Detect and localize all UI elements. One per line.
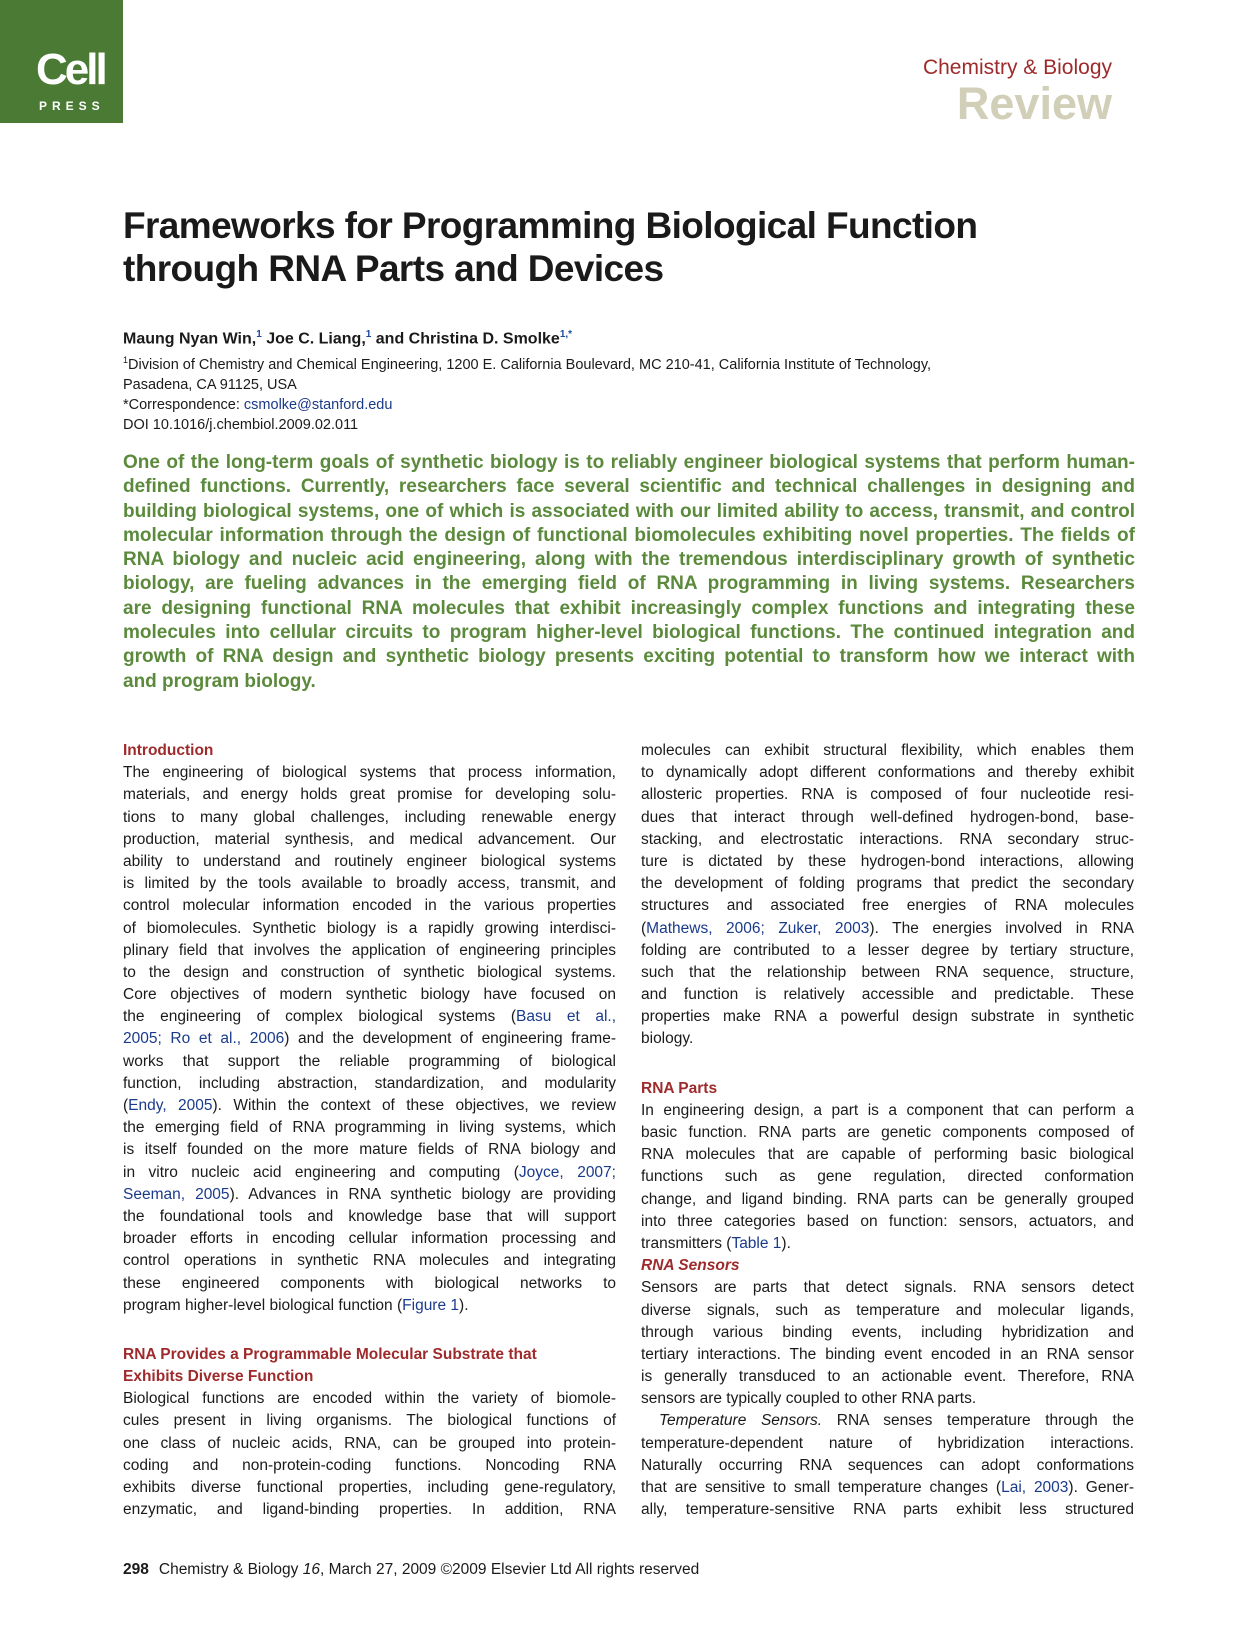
body-line: production, material synthesis, and medical advancement. Our [123,830,616,848]
citation-link[interactable]: Lai, 2003 [1001,1479,1069,1496]
subsection-heading-rna-sensors: RNA Sensors [641,1257,740,1275]
body-line: molecules can exhibit structural flexibility, which enables them [641,742,1134,759]
body-line: works that support the reliable programming of biological [123,1052,616,1070]
journal-header [923,56,1112,128]
body-line [641,918,1134,940]
body-text: ). Within the context of these objectives, we review [212,1097,617,1114]
correspondence-email-link[interactable]: csmolke@stanford.edu [243,397,393,414]
body-line: In engineering design, a part is a component that can perform a [641,1101,1134,1119]
body-line: coding and non-protein-coding functions. Noncoding RNA [123,1456,616,1474]
body-line [123,1295,616,1317]
body-line [123,1162,616,1184]
citation-link[interactable]: 2005; Ro et al., 2006 [123,1030,285,1048]
abstract-line: are designing functional RNA molecules that exhibit increasingly complex functions and integrating these [123,597,1135,619]
right-column [641,740,1134,1521]
abstract-line: One of the long-term goals of synthetic biology is to reliably engineer biological systems that perform human- [123,452,1135,473]
body-text: ). The energies involved in RNA [869,919,1135,937]
body-line: ally, temperature-sensitive RNA parts exhibit less structured [641,1501,1134,1519]
correspondence-label: *Correspondence: [123,397,244,414]
section-gap [123,1317,616,1344]
body-line: ture is dictated by these hydrogen-bond interactions, allowing [641,852,1134,870]
body-line: basic function. RNA parts are genetic components composed of [641,1124,1134,1141]
doi: DOI 10.1016/j.chembiol.2009.02.011 [123,417,359,434]
body-line: materials, and energy holds great promise for developing solu- [123,786,616,804]
title-line: through RNA Parts and Devices [123,248,664,289]
body-line: The engineering of biological systems that process information, [123,764,616,782]
logo-main-text: Cell [36,45,105,94]
abstract-line: building biological systems, one of which is associated with our limited ability to access, transmit, and control [123,500,1135,522]
body-text: ) and the development of engineering frame- [284,1030,616,1048]
section-heading-introduction: Introduction [123,742,214,759]
body-text: ). [459,1296,469,1314]
abstract-line: molecular information through the design of functional biomolecules exhibiting novel properties. The fields of [123,524,1135,546]
body-line: enzymatic, and ligand-binding properties. In addition, RNA [123,1501,616,1519]
body-text: ). Advances in RNA synthetic biology are providing [229,1185,616,1203]
left-column [123,740,616,1521]
body-line: to dynamically adopt different conformations and thereby exhibit [641,764,1134,782]
page-number: 298 [123,1561,149,1578]
body-line: allosteric properties. RNA is composed of four nucleotide resi- [641,786,1134,804]
body-line: into three categories based on function: sensors, actuators, and [641,1212,1134,1230]
body-line [123,1028,616,1050]
body-line: through various binding events, including hybridization and [641,1323,1134,1341]
body-line: function, including abstraction, standardization, and modularity [123,1074,616,1092]
abstract [123,451,1135,694]
body-text: ). Gener- [1068,1479,1134,1496]
body-line: RNA molecules that are capable of performing basic biological [641,1146,1134,1164]
body-line: broader efforts in encoding cellular information processing and [123,1230,616,1248]
correspondence [123,395,1143,415]
body-line: biology. [641,1030,694,1048]
abstract-line: defined functions. Currently, researchers face several scientific and technical challenges in designing and [123,476,1135,498]
body-line: one class of nucleic acids, RNA, can be grouped into protein- [123,1434,616,1452]
body-line: cules present in living organisms. The biological functions of [123,1412,616,1430]
figure-link[interactable]: Figure 1 [402,1296,460,1314]
author-affiliation-mark: 1 [365,329,372,340]
body-line: is generally transduced to an actionable event. Therefore, RNA [641,1368,1134,1386]
body-line: change, and ligand binding. RNA parts can be generally grouped [641,1190,1134,1208]
abstract-line: biology, are fueling advances in the emerging field of RNA programming in living systems. Researchers [123,573,1135,595]
body-line [641,1233,1134,1255]
table-link[interactable]: Table 1 [731,1234,782,1252]
section-heading-rna-substrate: RNA Provides a Programmable Molecular Substrate that [123,1345,537,1363]
body-line [123,1006,616,1028]
body-line: Core objectives of modern synthetic biology have focused on [123,986,616,1004]
citation-link[interactable]: Endy, 2005 [128,1097,213,1114]
author-name: and Christina D. Smolke [371,330,560,348]
body-line: and function is relatively accessible and predictable. These [641,986,1134,1004]
body-text: the engineering of complex biological systems ( [123,1008,517,1026]
body-line: is itself founded on the more mature fields of RNA biology and [123,1141,616,1159]
citation-link[interactable]: Mathews, 2006; Zuker, 2003 [646,919,870,937]
author-name: Joe C. Liang, [261,330,366,348]
author-block [123,324,1143,435]
citation-link[interactable]: Joyce, 2007; [518,1163,616,1181]
body-line: Naturally occurring RNA sequences can adopt conformations [641,1456,1134,1474]
body-line: the foundational tools and knowledge base that will support [123,1207,616,1225]
body-text: ( [641,919,647,937]
body-line: tertiary interactions. The binding event encoded in an RNA sensor [641,1345,1134,1363]
journal-name: Chemistry & Biology [922,56,1112,79]
body-text: ( [123,1097,129,1114]
affiliation-line-2: Pasadena, CA 91125, USA [123,377,297,394]
journal-section: Review [956,78,1112,129]
abstract-line: and program biology. [123,670,316,692]
body-text: ). [781,1234,791,1252]
abstract-line: RNA biology and nucleic acid engineering, along with the tremendous interdisciplinary growth of synthetic [123,549,1135,571]
author-name: Maung Nyan Win, [123,330,257,348]
footer-journal: Chemistry & Biology [158,1561,303,1578]
body-line: ability to understand and routinely engineer biological systems [123,852,616,870]
affiliation-mark: 1 [123,355,129,366]
body-line: control molecular information encoded in the various properties [123,897,616,915]
footer-copyright: , March 27, 2009 ©2009 Elsevier Ltd All rights reserved [319,1561,700,1578]
body-line: sensors are typically coupled to other RNA parts. [641,1390,977,1408]
body-line: diverse signals, such as temperature and molecular ligands, [641,1301,1134,1319]
citation-link[interactable]: Basu et al., [516,1008,617,1026]
body-line: structures and associated free energies of RNA molecules [641,897,1134,915]
body-line: is limited by the tools available to broadly access, transmit, and [123,875,616,893]
title-line: Frameworks for Programming Biological Function [123,205,978,246]
body-line [123,1095,616,1117]
body-line: tions to many global challenges, including renewable energy [123,808,616,826]
affiliation-text: Division of Chemistry and Chemical Engineering, 1200 E. California Boulevard, MC 210-41, California Institute of Technology, [128,357,932,374]
logo-sub-text: PRESS [39,99,105,113]
body-line: exhibits diverse functional properties, including gene-regulatory, [123,1479,616,1496]
body-line: folding are contributed to a lesser degree by tertiary structure, [641,941,1134,959]
body-line: these engineered components with biological networks to [123,1274,616,1292]
cell-press-logo [0,0,123,123]
author-affiliation-mark: 1,* [559,329,573,340]
body-line: properties make RNA a powerful design substrate in synthetic [641,1008,1134,1026]
body-line [641,1477,1134,1499]
body-text: that are sensitive to small temperature changes ( [641,1479,1002,1496]
page-footer [123,1560,699,1580]
article-title [123,204,1123,290]
body-line: such that the relationship between RNA sequence, structure, [641,963,1134,981]
body-line: control operations in synthetic RNA molecules and integrating [123,1252,616,1270]
footer-volume: 16 [302,1561,320,1578]
body-line: dues that interact through well-defined hydrogen-bond, base- [641,808,1134,826]
body-text: RNA senses temperature through the [822,1412,1134,1430]
abstract-line: growth of RNA design and synthetic biology presents exciting potential to transform how we interact with [123,646,1135,668]
section-gap [641,1051,1134,1078]
body-line: Biological functions are encoded within the variety of biomole- [123,1390,616,1408]
run-in-heading: Temperature Sensors. [659,1412,823,1430]
affiliation [123,350,1143,375]
body-line: plinary field that involves the application of engineering principles [123,941,616,959]
author-affiliation-mark: 1 [256,329,262,340]
body-text: in vitro nucleic acid engineering and computing ( [123,1163,519,1181]
section-heading-rna-substrate-cont: Exhibits Diverse Function [123,1368,314,1386]
citation-link[interactable]: Seeman, 2005 [123,1185,230,1203]
body-line: stacking, and electrostatic interactions. RNA secondary struc- [641,830,1134,848]
section-heading-rna-parts: RNA Parts [641,1079,718,1097]
body-line: to the design and construction of synthetic biological systems. [123,963,616,981]
body-text: transmitters ( [641,1234,732,1252]
body-line: of biomolecules. Synthetic biology is a rapidly growing interdisci- [123,919,616,937]
body-line: the emerging field of RNA programming in living systems, which [123,1119,616,1137]
author-list [123,324,1143,350]
abstract-line: molecules into cellular circuits to program higher-level biological functions. The continued integration and [123,622,1135,644]
body-line: temperature-dependent nature of hybridization interactions. [641,1434,1134,1452]
body-line [123,1184,616,1206]
body-line: functions such as gene regulation, directed conformation [641,1168,1134,1186]
body-line [641,1410,1134,1432]
body-text: program higher-level biological function ( [123,1296,403,1314]
body-line: Sensors are parts that detect signals. RNA sensors detect [641,1279,1134,1297]
body-line: the development of folding programs that predict the secondary [641,875,1134,893]
